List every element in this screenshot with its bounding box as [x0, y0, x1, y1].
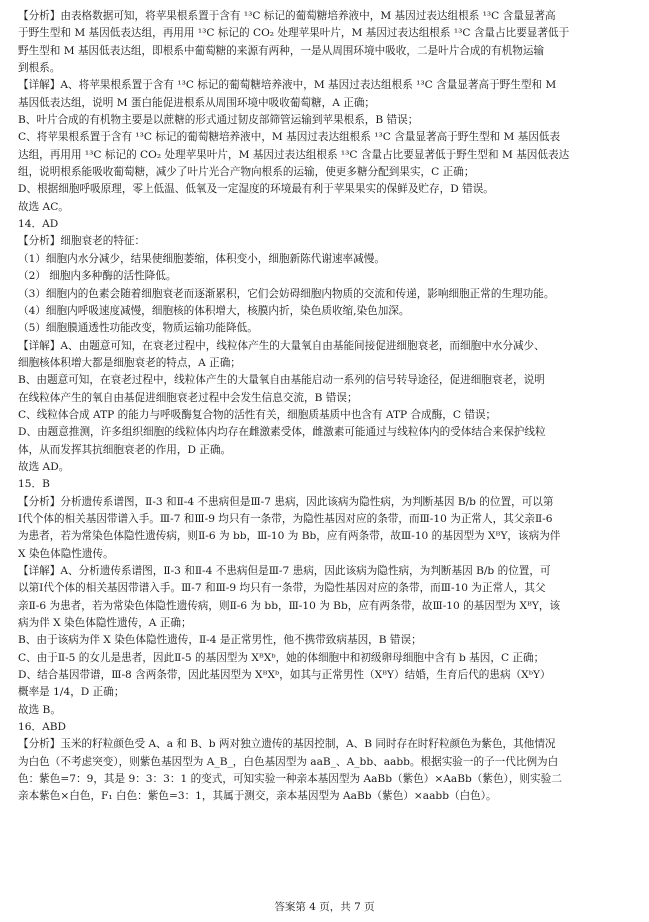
text-line: 为白色（不考虑突变），则紫色基因型为 A_B_，白色基因型为 aaB_、A_bb、aabb。根据实验一的子一代比例为白	[18, 755, 559, 768]
text-line: 14．AD	[18, 218, 59, 231]
text-line: 为患者，若为常染色体隐性遗传病，则Ⅱ-6 为 bb，Ⅲ-10 为 Bb，应有两条带，故Ⅲ-10 的基因型为 XᴮY，该病为伴	[18, 530, 561, 543]
text-line: 【分析】分析遗传系谱图，Ⅱ-3 和Ⅱ-4 不患病但是Ⅲ-7 患病，因此该病为隐性病，为判断基因 B/b 的位置，可以第	[18, 495, 554, 508]
text-line: B、叶片合成的有机物主要是以蔗糖的形式通过韧皮部筛管运输到苹果根系，B 错误；	[18, 114, 419, 127]
text-line: 【详解】A、分析遗传系谱图，Ⅱ-3 和Ⅱ-4 不患病但是Ⅲ-7 患病，因此该病为隐性病，为判断基因 B/b 的位置，可	[18, 565, 551, 577]
text-line: Ⅰ代个体的相关基因带谱入手。Ⅲ-7 和Ⅲ-9 均只有一条带，为隐性基因对应的条带，而Ⅲ-10 为正常人，其父亲Ⅱ-6	[18, 512, 553, 525]
text-line: C、将苹果根系置于含有 ¹³C 标记的葡萄糖培养液中，M 基因过表达组根系 ¹³C 含量显著高于野生型和 M 基因低表	[18, 131, 561, 144]
text-line: 组，说明根系能吸收葡萄糖，减少了叶片光合产物向根系的运输，使更多糖分配到果实，C 正确；	[18, 166, 475, 179]
text-line: 到根系。	[18, 62, 61, 75]
page-footer: 答案第 4 页，共 7 页	[274, 901, 375, 913]
text-line: （1）细胞内水分减少，结果使细胞萎缩，体积变小，细胞新陈代谢速率减慢。	[18, 252, 385, 265]
text-line: 【详解】A、由题意可知，在衰老过程中，线粒体产生的大量氧自由基能间接促进细胞衰老，而细胞中水分减少、	[18, 339, 545, 352]
text-line: 以第Ⅰ代个体的相关基因带谱入手。Ⅲ-7 和Ⅲ-9 均只有一条带，为隐性基因对应的条带，而Ⅲ-10 为正常人，其父	[18, 582, 546, 595]
text-line: 亲Ⅱ-6 为患者，若为常染色体隐性遗传病，则Ⅱ-6 为 bb，Ⅲ-10 为 Bb，应有两条带，故Ⅲ-10 的基因型为 XᴮY，该	[18, 599, 561, 612]
text-line: B、由于该病为伴 X 染色体隐性遗传，Ⅱ-4 是正常男性，他不携带致病基因，B 错误；	[18, 634, 422, 647]
text-line: D、根据细胞呼吸原理，零上低温、低氧及一定湿度的环境最有利于苹果果实的保鲜及贮存，D 错误。	[18, 183, 494, 196]
text-line: D、由题意推测，许多组织细胞的线粒体内均存在雌激素受体，雌激素可能通过与线粒体内的受体结合来保护线粒	[18, 426, 546, 439]
text-line: B、由题意可知，在衰老过程中，线粒体产生的大量氧自由基能启动一系列的信号转导途径，促进细胞衰老，说明	[18, 374, 545, 387]
text-line: 野生型和 M 基因低表达组，即根系中葡萄糖的来源有两种，一是从周围环境中吸收，二是叶片合成的有机物运输	[18, 44, 545, 57]
text-line: 15．B	[18, 478, 50, 491]
text-line: C、线粒体合成 ATP 的能力与呼吸酶复合物的活性有关，细胞质基质中也含有 ATP 合成酶，C 错误；	[18, 408, 497, 421]
text-line: 故选 B。	[18, 703, 61, 716]
text-line: 【分析】玉米的籽粒颜色受 A、a 和 B、b 两对独立遗传的基因控制，A、B 同时存在时籽粒颜色为紫色，其他情况	[18, 738, 556, 751]
text-line: D、结合基因带谱，Ⅲ-8 含两条带，因此基因型为 XᴮXᵇ，如其与正常男性（XᴮY）结婚，生育后代的患病（XᵇY）	[18, 669, 551, 682]
text-line: 【详解】A、将苹果根系置于含有 ¹³C 标记的葡萄糖培养液中，M 基因过表达组根系 ¹³C 含量显著高于野生型和 M	[18, 79, 557, 92]
text-line: 概率是 1/4，D 正确；	[18, 686, 125, 699]
text-line: 色：紫色=7：9，其是 9：3：3：1 的变式，可知实验一种亲本基因型为 AaBb（紫色）×AaBb（紫色），则实验二	[18, 773, 562, 786]
answer-text-body	[18, 8, 631, 806]
text-line: 【分析】细胞衰老的特征：	[18, 235, 146, 248]
text-line: 达组，再用用 ¹³C 标记的 CO₂ 处理苹果叶片，M 基因过表达组根系 ¹³C 含量占比要显著低于野生型和 M 基因低表达	[18, 148, 570, 161]
text-line: C、由于Ⅱ-5 的女儿是患者，因此Ⅱ-5 的基因型为 XᴮXᵇ，她的体细胞中和初级卵母细胞中含有 b 基因，C 正确；	[18, 651, 545, 664]
text-line: 故选 AC。	[18, 200, 69, 213]
text-line: （3）细胞内的色素会随着细胞衰老而逐渐累积，它们会妨碍细胞内物质的交流和传递，影响细胞正常的生理功能。	[18, 287, 555, 300]
text-line: 于野生型和 M 基因低表达组，再用用 ¹³C 标记的 CO₂ 处理苹果叶片，M 基因过表达组根系 ¹³C 含量占比要显著低于	[18, 27, 570, 40]
text-line: 病为伴 X 染色体隐性遗传，A 正确；	[18, 617, 192, 630]
text-line: X 染色体隐性遗传。	[18, 547, 114, 560]
text-line: 【分析】由表格数据可知，将苹果根系置于含有 ¹³C 标记的葡萄糖培养液中，M 基因过表达组根系 ¹³C 含量显著高	[18, 10, 556, 22]
text-line: （2） 细胞内多种酶的活性降低。	[18, 270, 177, 283]
text-line: 16．ABD	[18, 721, 67, 734]
text-line: 基因低表达组，说明 M 蛋白能促进根系从周围环境中吸收葡萄糖，A 正确；	[18, 96, 376, 109]
text-line: （5）细胞膜通透性功能改变，物质运输功能降低。	[18, 322, 258, 335]
text-line: （4）细胞内呼吸速度减慢，细胞核的体积增大，核膜内折，染色质收缩,染色加深。	[18, 304, 410, 317]
text-line: 细胞核体积增大都是细胞衰老的特点，A 正确；	[18, 356, 241, 369]
text-line: 故选 AD。	[18, 460, 70, 473]
text-line: 体，从而发挥其抗细胞衰老的作用，D 正确。	[18, 443, 232, 456]
text-line: 在线粒体产生的氧自由基促进细胞衰老过程中会发生信息交流，B 错误；	[18, 391, 358, 404]
text-line: 亲本紫色×白色，F₁ 白色：紫色=3：1，其属于测交，亲本基因型为 AaBb（紫色）×aabb（白色）。	[18, 790, 497, 803]
